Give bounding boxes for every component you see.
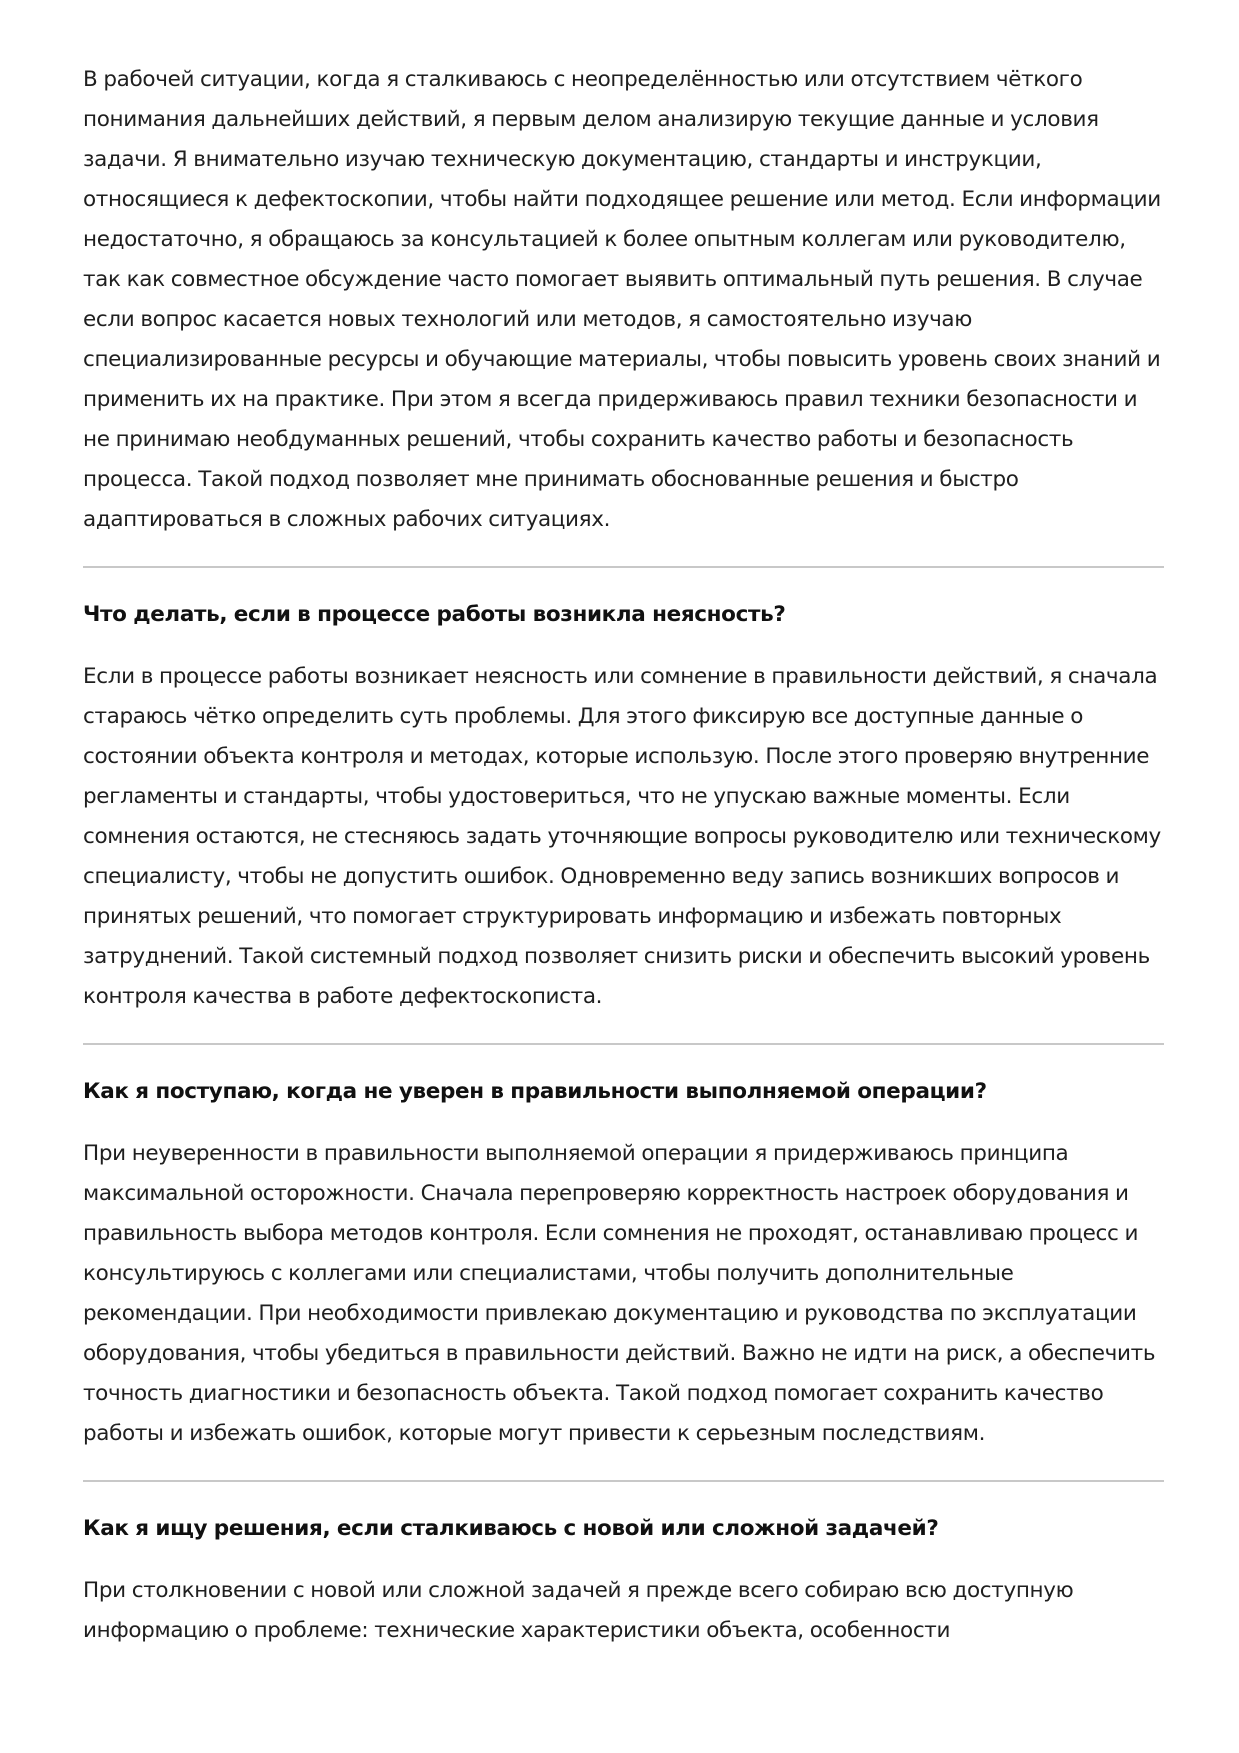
intro-paragraph: В рабочей ситуации, когда я сталкиваюсь с неопределённостью или отсутствием чёткого понимания дальнейших действий, я первым делом анализирую текущие данные и условия задачи. Я внимательно изучаю техническую документацию, стандарты и инструкции, относящиеся к дефектоскопии, чтобы найти подходящее решение или метод. Если информации недостаточно, я обращаюсь за консультацией к более опытным коллегам или руководителю, так как совместное обсуждение часто помогает выявить оптимальный путь решения. В случае если вопрос касается новых технологий или методов, я самостоятельно изучаю специализированные ресурсы и обучающие материалы, чтобы повысить уровень своих знаний и применить их на практике. При этом я всегда придерживаюсь правил техники безопасности и не принимаю необдуманных решений, чтобы сохранить качество работы и безопасность процесса. Такой подход позволяет мне принимать обоснованные решения и быстро адаптироваться в сложных рабочих ситуациях. [83, 67, 1161, 532]
question-heading: Что делать, если в процессе работы возникла неясность? [83, 602, 786, 627]
answer-paragraph: Если в процессе работы возникает неясность или сомнение в правильности действий, я сначала стараюсь чётко определить суть проблемы. Для этого фиксирую все доступные данные о состоянии объекта контроля и методах, которые использую. После этого проверяю внутренние регламенты и стандарты, чтобы удостовериться, что не упускаю важные моменты. Если сомнения остаются, не стесняюсь задать уточняющие вопросы руководителю или техническому специалисту, чтобы не допустить ошибок. Одновременно веду запись возникших вопросов и принятых решений, что помогает структурировать информацию и избежать повторных затруднений. Такой системный подход позволяет снизить риски и обеспечить высокий уровень контроля качества в работе дефектоскописта. [83, 664, 1161, 1009]
question-heading: Как я поступаю, когда не уверен в правильности выполняемой операции? [83, 1079, 987, 1104]
section-divider [83, 1043, 1164, 1045]
answer-paragraph: При неуверенности в правильности выполняемой операции я придерживаюсь принципа максимальной осторожности. Сначала перепроверяю корректность настроек оборудования и правильность выбора методов контроля. Если сомнения не проходят, останавливаю процесс и консультируюсь с коллегами или специалистами, чтобы получить дополнительные рекомендации. При необходимости привлекаю документацию и руководства по эксплуатации оборудования, чтобы убедиться в правильности действий. Важно не идти на риск, а обеспечить точность диагностики и безопасность объекта. Такой подход помогает сохранить качество работы и избежать ошибок, которые могут привести к серьезным последствиям. [83, 1141, 1156, 1446]
answer-paragraph: При столкновении с новой или сложной задачей я прежде всего собираю всю доступную информацию о проблеме: технические характеристики объекта, особенности [83, 1578, 1074, 1643]
question-heading: Как я ищу решения, если сталкиваюсь с новой или сложной задачей? [83, 1516, 939, 1541]
document-page [83, 60, 1164, 1651]
section-divider [83, 566, 1164, 568]
section-divider [83, 1480, 1164, 1482]
